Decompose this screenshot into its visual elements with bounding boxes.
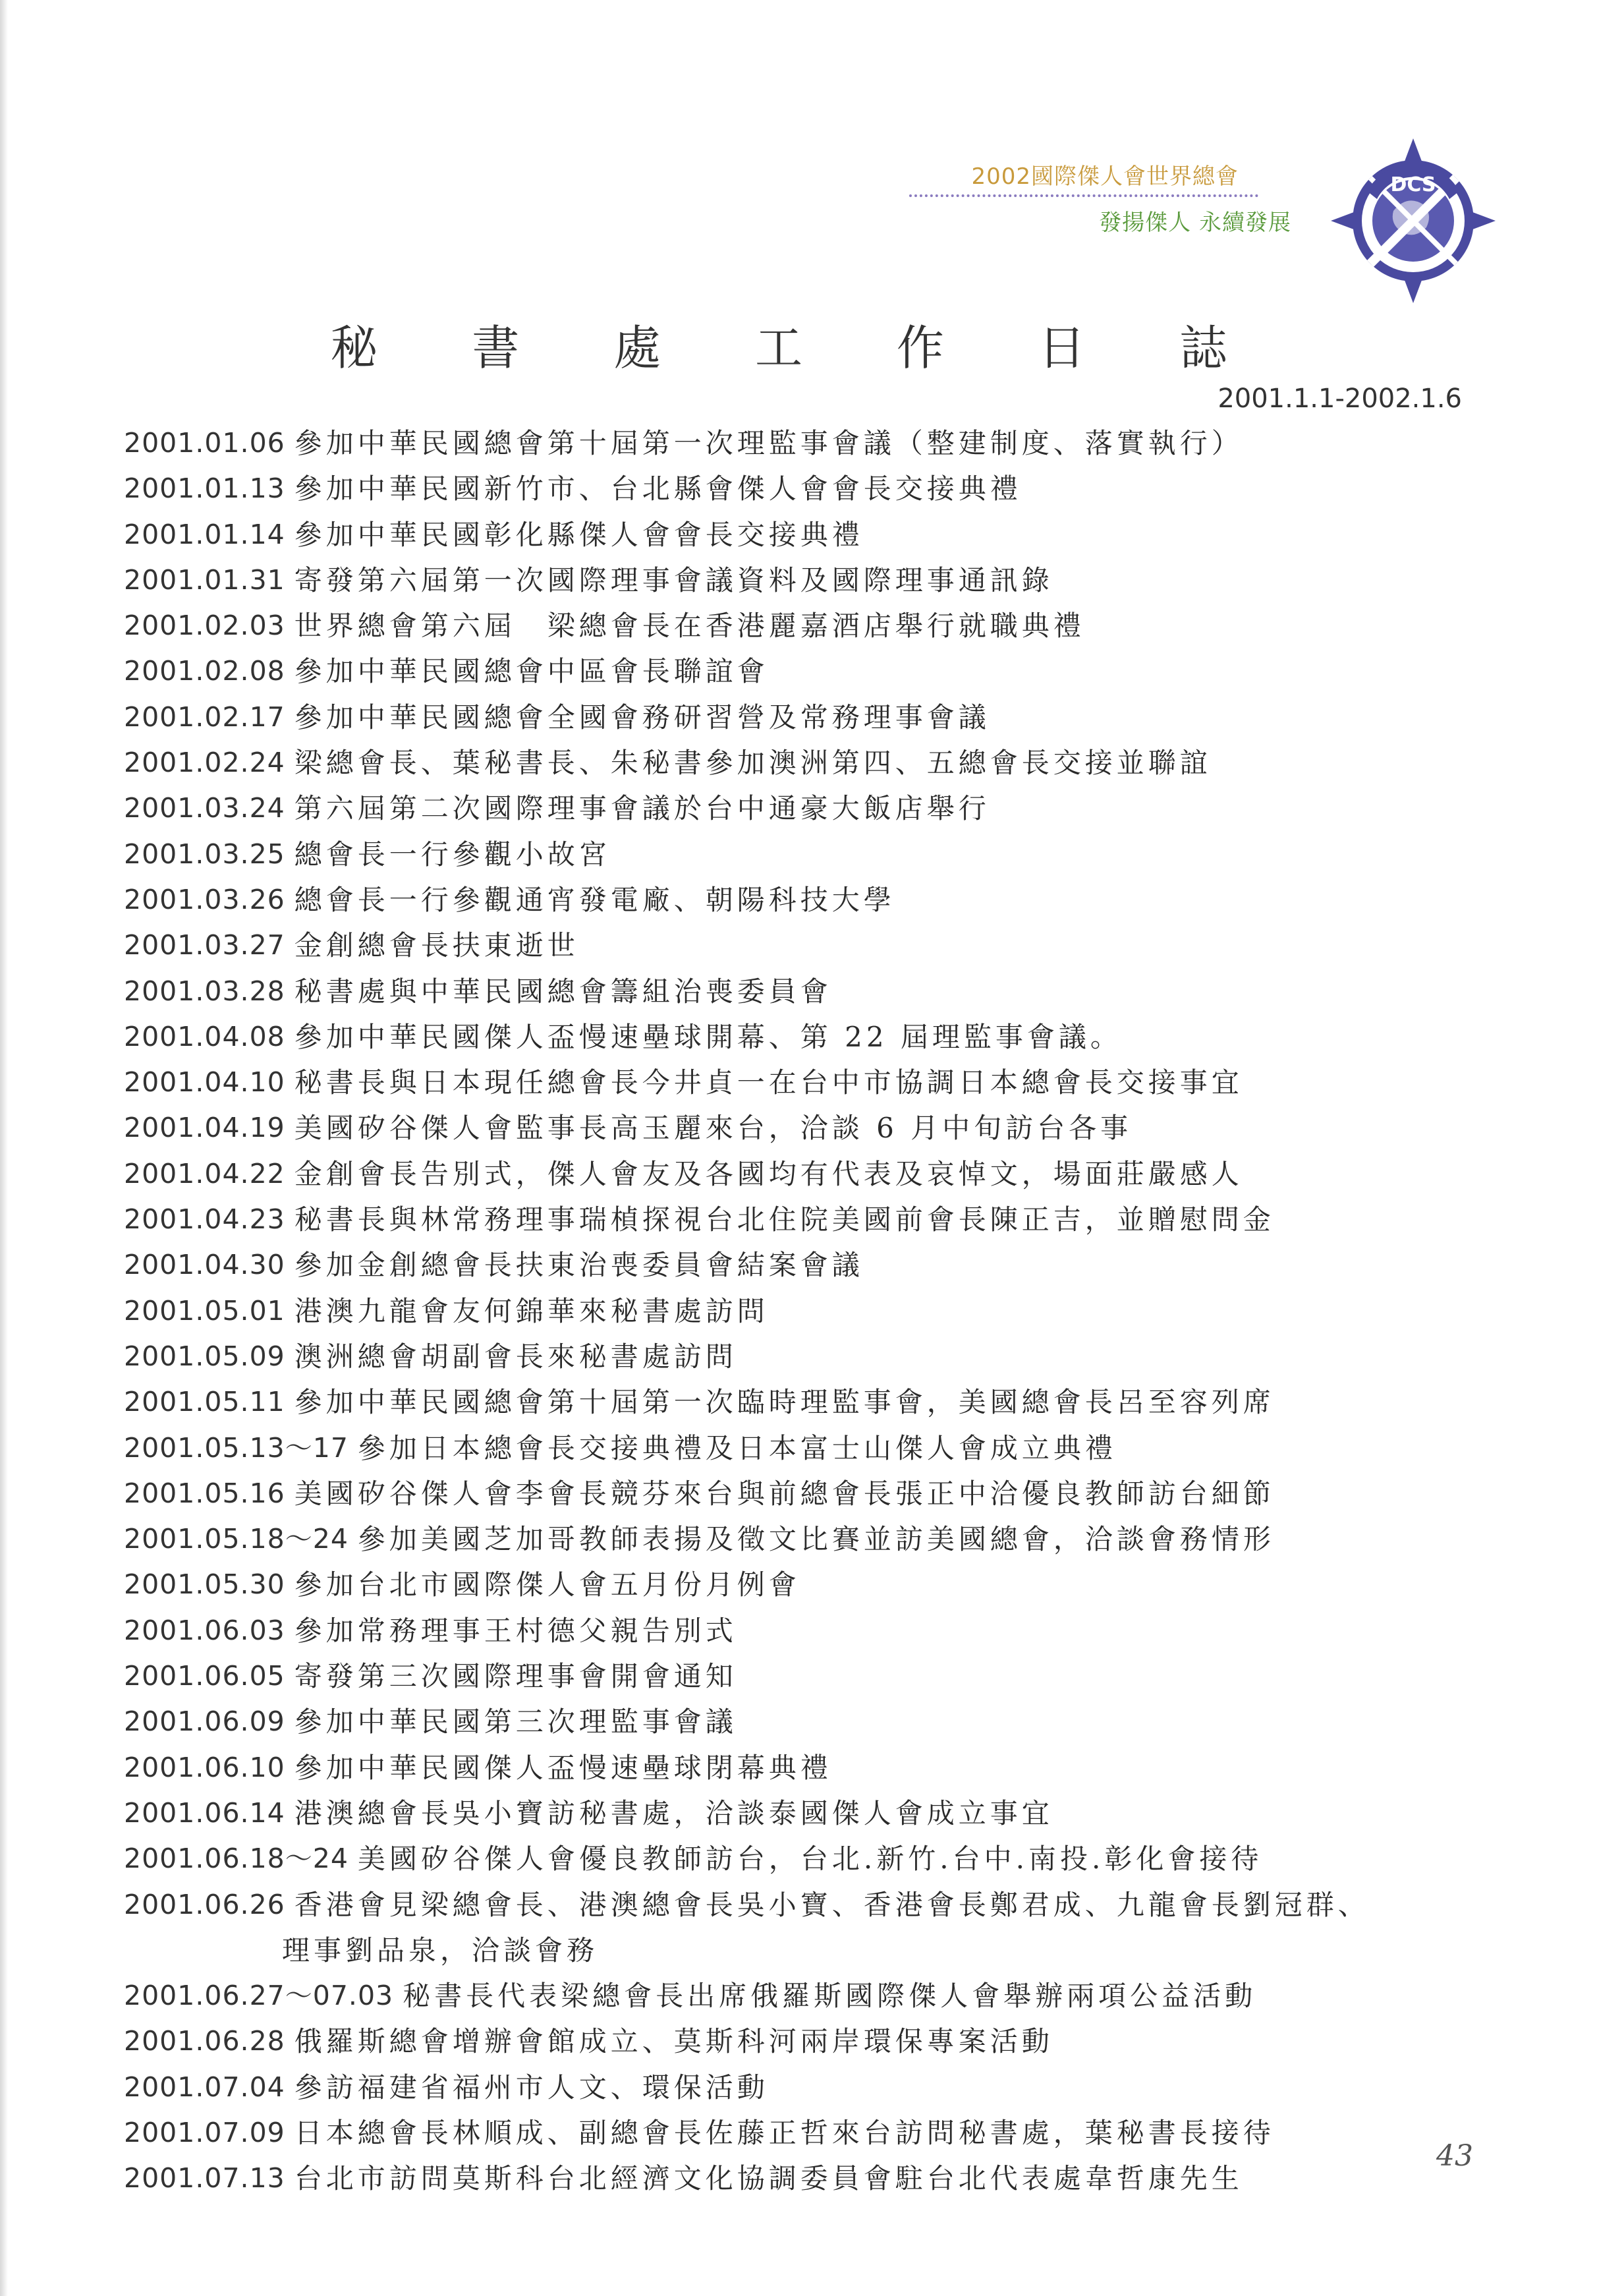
- log-entry: [124, 1973, 1507, 2019]
- log-entry: [124, 1425, 1507, 1471]
- entry-text: 香港會見梁總會長、港澳總會長吳小寶、香港會長鄭君成、九龍會長劉冠群、: [294, 1888, 1370, 1921]
- entry-text: 台北市訪問莫斯科台北經濟文化協調委員會駐台北代表處韋哲康先生: [294, 2162, 1243, 2195]
- log-entry: [124, 1288, 1507, 1334]
- entry-date: 2001.04.23: [124, 1203, 285, 1236]
- log-entry: [124, 2019, 1507, 2064]
- log-entry: [124, 1882, 1507, 1928]
- entry-text: 總會長一行參觀小故宮: [294, 838, 611, 871]
- log-entry: [124, 1608, 1507, 1653]
- entry-text: 總會長一行參觀通宵發電廠、朝陽科技大學: [294, 883, 895, 916]
- entry-text: 參加常務理事王村德父親告別式: [294, 1614, 737, 1647]
- log-entry: [124, 2156, 1507, 2201]
- log-entry: [124, 786, 1507, 831]
- log-entry: [124, 1471, 1507, 1516]
- entry-text: 參加台北市國際傑人會五月份月例會: [294, 1568, 800, 1601]
- entry-text: 俄羅斯總會增辦會館成立、莫斯科河兩岸環保專案活動: [294, 2025, 1053, 2058]
- entry-text: 第六屆第二次國際理事會議於台中通豪大飯店舉行: [294, 792, 990, 825]
- logo-text: DCS: [1390, 173, 1436, 196]
- entry-text: 參加中華民國第三次理監事會議: [294, 1706, 737, 1738]
- entry-date: 2001.05.18～24: [124, 1523, 349, 1555]
- entry-text: 秘書處與中華民國總會籌組治喪委員會: [294, 975, 832, 1008]
- slogan: 發揚傑人 永續發展: [1099, 210, 1291, 236]
- entry-date: 2001.06.10: [124, 1751, 285, 1783]
- entry-date: 2001.01.06: [124, 427, 285, 459]
- work-log: [124, 420, 1507, 2202]
- log-entry: [124, 512, 1507, 558]
- log-entry: [124, 1105, 1507, 1151]
- log-entry: [124, 1060, 1507, 1105]
- log-entry: [124, 558, 1507, 603]
- log-entry: [124, 466, 1507, 511]
- entry-date: 2001.06.05: [124, 1660, 285, 1692]
- entry-text: 參加中華民國總會中區會長聯誼會: [294, 655, 769, 688]
- log-entry: [124, 1562, 1507, 1607]
- entry-text: 澳洲總會胡副會長來秘書處訪問: [294, 1340, 737, 1373]
- log-entry: [124, 2065, 1507, 2110]
- entry-text: 日本總會長林順成、副總會長佐藤正哲來台訪問秘書處，葉秘書長接待: [294, 2116, 1275, 2149]
- log-entry: [124, 1791, 1507, 1836]
- entry-text: 參加中華民國總會第十屆第一次理監事會議（整建制度、落實執行）: [294, 427, 1243, 459]
- entry-date: 2001.06.26: [124, 1888, 285, 1920]
- log-entry: [124, 1745, 1507, 1791]
- log-entry: [124, 420, 1507, 466]
- entry-date: 2001.05.01: [124, 1294, 285, 1327]
- log-entry: [124, 1014, 1507, 1060]
- log-entry: [124, 1242, 1507, 1288]
- entry-text: 參加美國芝加哥教師表揚及徵文比賽並訪美國總會，洽談會務情形: [357, 1523, 1275, 1556]
- header-divider: [909, 194, 1258, 197]
- entry-text: 美國矽谷傑人會監事長高玉麗來台，洽談 6 月中旬訪台各事: [294, 1112, 1133, 1145]
- entry-text: 理事劉品泉，洽談會務: [282, 1934, 599, 1966]
- entry-date: 2001.02.03: [124, 610, 285, 642]
- entry-text: 參加中華民國傑人盃慢速壘球閉幕典禮: [294, 1751, 832, 1784]
- entry-text: 參加金創總會長扶東治喪委員會結案會議: [294, 1249, 864, 1282]
- entry-text: 參加中華民國總會全國會務研習營及常務理事會議: [294, 701, 990, 733]
- entry-text: 港澳總會長吳小寶訪秘書處，洽談泰國傑人會成立事宜: [294, 1796, 1053, 1829]
- log-entry: [124, 1653, 1507, 1699]
- entry-date: 2001.02.08: [124, 655, 285, 687]
- entry-text: 參加中華民國新竹市、台北縣會傑人會會長交接典禮: [294, 473, 1022, 505]
- log-entry: [124, 1928, 1507, 1973]
- entry-date: 2001.07.13: [124, 2162, 285, 2195]
- log-entry: [124, 2110, 1507, 2156]
- log-entry: [124, 695, 1507, 740]
- entry-date: 2001.06.18～24: [124, 1843, 349, 1875]
- entry-date: 2001.05.30: [124, 1568, 285, 1601]
- entry-date: 2001.03.28: [124, 975, 285, 1007]
- entry-date: 2001.04.19: [124, 1112, 285, 1144]
- entry-date: 2001.02.24: [124, 747, 285, 779]
- entry-text: 梁總會長、葉秘書長、朱秘書參加澳洲第四、五總會長交接並聯誼: [294, 747, 1212, 780]
- log-entry: [124, 923, 1507, 968]
- entry-date: 2001.07.09: [124, 2116, 285, 2148]
- log-entry: [124, 1699, 1507, 1744]
- log-entry: [124, 832, 1507, 877]
- page-title: 秘 書 處 工 作 日 誌: [330, 320, 1267, 376]
- log-entry: [124, 1334, 1507, 1379]
- entry-date: 2001.03.25: [124, 838, 285, 870]
- entry-text: 參訪福建省福州市人文、環保活動: [294, 2071, 769, 2104]
- log-entry: [124, 648, 1507, 694]
- entry-date: 2001.02.17: [124, 701, 285, 733]
- date-range: 2001.1.1-2002.1.6: [1218, 384, 1462, 414]
- entry-date: 2001.04.10: [124, 1066, 285, 1099]
- entry-text: 美國矽谷傑人會李會長競芬來台與前總會長張正中洽優良教師訪台細節: [294, 1477, 1275, 1510]
- entry-text: 金創會長告別式，傑人會友及各國均有代表及哀悼文，場面莊嚴感人: [294, 1157, 1243, 1190]
- entry-text: 寄發第六屆第一次國際理事會議資料及國際理事通訊錄: [294, 563, 1053, 596]
- entry-date: 2001.04.08: [124, 1020, 285, 1052]
- entry-text: 參加中華民國總會第十屆第一次臨時理監事會，美國總會長呂至容列席: [294, 1386, 1275, 1419]
- entry-date: 2001.05.13～17: [124, 1431, 349, 1464]
- page-header: [909, 145, 1568, 303]
- page-number: 43: [1436, 2139, 1473, 2173]
- entry-text: 秘書長與日本現任總會長今井貞一在台中市協調日本總會長交接事宜: [294, 1066, 1243, 1099]
- entry-date: 2001.05.09: [124, 1340, 285, 1372]
- log-entry: [124, 1379, 1507, 1425]
- entry-date: 2001.04.30: [124, 1249, 285, 1281]
- entry-date: 2001.06.14: [124, 1796, 285, 1829]
- log-entry: [124, 603, 1507, 648]
- entry-text: 金創總會長扶東逝世: [294, 929, 579, 962]
- entry-date: 2001.06.28: [124, 2025, 285, 2057]
- dcs-logo: [1331, 138, 1496, 303]
- entry-date: 2001.03.26: [124, 883, 285, 915]
- entry-date: 2001.03.24: [124, 792, 285, 824]
- entry-date: 2001.01.31: [124, 563, 285, 596]
- entry-text: 秘書長代表梁總會長出席俄羅斯國際傑人會舉辦兩項公益活動: [403, 1980, 1257, 2013]
- entry-text: 參加中華民國傑人盃慢速壘球開幕、第 22 屆理監事會議。: [294, 1020, 1122, 1053]
- log-entry: [124, 1151, 1507, 1197]
- log-entry: [124, 877, 1507, 923]
- entry-text: 秘書長與林常務理事瑞楨探視台北住院美國前會長陳正吉，並贈慰問金: [294, 1203, 1275, 1236]
- entry-date: 2001.05.16: [124, 1477, 285, 1509]
- log-entry: [124, 969, 1507, 1014]
- entry-date: 2001.01.14: [124, 518, 285, 550]
- entry-text: 參加中華民國彰化縣傑人會會長交接典禮: [294, 518, 864, 551]
- entry-text: 寄發第三次國際理事會開會通知: [294, 1660, 737, 1693]
- entry-text: 世界總會第六屆 梁總會長在香港麗嘉酒店舉行就職典禮: [294, 610, 1085, 643]
- entry-text: 美國矽谷傑人會優良教師訪台，台北.新竹.台中.南投.彰化會接待: [357, 1843, 1263, 1876]
- log-entry: [124, 1197, 1507, 1242]
- org-name: 2002國際傑人會世界總會: [971, 163, 1239, 190]
- entry-date: 2001.05.11: [124, 1386, 285, 1418]
- log-entry: [124, 1836, 1507, 1881]
- entry-date: 2001.03.27: [124, 929, 285, 961]
- entry-date: 2001.01.13: [124, 473, 285, 505]
- entry-date: 2001.04.22: [124, 1157, 285, 1190]
- entry-date: 2001.06.03: [124, 1614, 285, 1646]
- log-entry: [124, 740, 1507, 786]
- entry-date: 2001.07.04: [124, 2071, 285, 2103]
- entry-date: 2001.06.27～07.03: [124, 1980, 394, 2012]
- log-entry: [124, 1516, 1507, 1562]
- entry-text: 港澳九龍會友何錦華來秘書處訪問: [294, 1294, 769, 1327]
- entry-date: 2001.06.09: [124, 1706, 285, 1738]
- entry-text: 參加日本總會長交接典禮及日本富士山傑人會成立典禮: [357, 1431, 1117, 1464]
